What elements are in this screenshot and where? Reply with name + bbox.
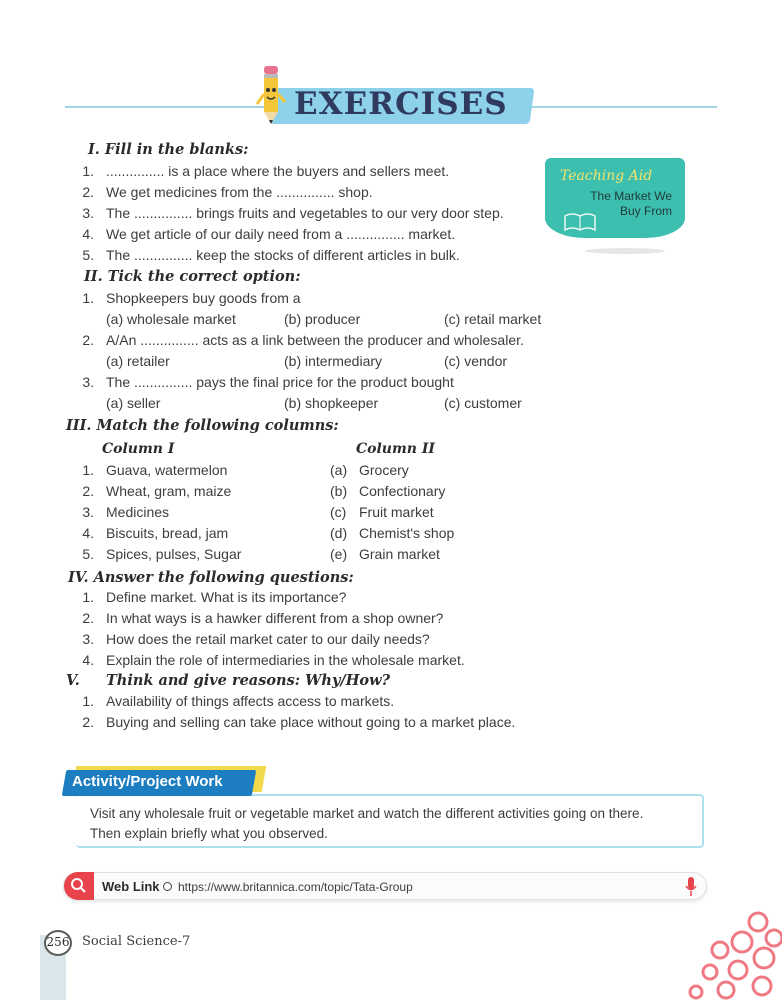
column2-heading: Column II (356, 441, 435, 457)
s5-num-1: 1. (82, 693, 94, 709)
s3-left-3: Medicines (106, 504, 170, 520)
section1-heading: I. Fill in the blanks: (88, 141, 249, 158)
page-number: 256 (46, 935, 70, 949)
s2-q3-option-c[interactable]: (c) customer (444, 395, 522, 411)
page-title: EXERCISES (294, 86, 508, 122)
s2-q3-option-a[interactable]: (a) seller (106, 395, 161, 411)
decorative-rings-icon (680, 900, 782, 1000)
s1-num-2: 2. (82, 184, 94, 200)
column1-heading: Column I (102, 441, 175, 457)
s3-num-5: 5. (82, 546, 94, 562)
activity-line2: Then explain briefly what you observed. (90, 826, 328, 841)
s2-question-1: Shopkeepers buy goods from a (106, 290, 301, 306)
s2-num-3: 3. (82, 374, 94, 390)
s3-key-3: (c) (330, 504, 347, 520)
teaching-aid-line2: Buy From (619, 204, 672, 218)
s4-num-2: 2. (82, 610, 94, 626)
s2-num-2: 2. (82, 332, 94, 348)
teaching-aid-line1: The Market We (590, 189, 672, 203)
s2-question-2: A/An ............... acts as a link between the producer and wholesaler. (106, 332, 524, 348)
s3-num-3: 3. (82, 504, 94, 520)
s2-q1-option-a[interactable]: (a) wholesale market (106, 311, 236, 327)
s3-key-5: (e) (330, 546, 348, 562)
s2-question-3: The ............... pays the final price for the product bought (106, 374, 454, 390)
activity-label: Activity/Project Work (72, 773, 223, 790)
section2-heading: II. Tick the correct option: (84, 268, 301, 285)
s3-num-1: 1. (82, 462, 94, 478)
weblink-search-box[interactable] (64, 872, 94, 900)
book-icon (563, 210, 597, 232)
s3-right-1: Grocery (359, 462, 409, 478)
activity-line1: Visit any wholesale fruit or vegetable market and watch the different activities going on there. (90, 806, 644, 821)
search-icon (64, 872, 94, 900)
s2-q1-option-b[interactable]: (b) producer (284, 311, 361, 327)
s3-num-4: 4. (82, 525, 94, 541)
s3-right-5: Grain market (359, 546, 440, 562)
section3-heading: III. Match the following columns: (66, 417, 339, 434)
teaching-aid-shadow (585, 248, 665, 254)
s4-num-3: 3. (82, 631, 94, 647)
s4-item-4: Explain the role of intermediaries in the wholesale market. (106, 652, 465, 668)
s2-num-1: 1. (82, 290, 94, 306)
activity-text (90, 804, 690, 844)
s2-q2-option-c[interactable]: (c) vendor (444, 353, 508, 369)
s4-num-1: 1. (82, 589, 94, 605)
s3-key-2: (b) (330, 483, 348, 499)
s3-right-3: Fruit market (359, 504, 434, 520)
s1-item-2: We get medicines from the ............... shop. (106, 184, 373, 200)
s2-q3-option-b[interactable]: (b) shopkeeper (284, 395, 379, 411)
s2-q1-option-c[interactable]: (c) retail market (444, 311, 542, 327)
weblink-url[interactable]: https://www.britannica.com/topic/Tata-Group (178, 880, 413, 894)
pencil-mascot-icon (254, 64, 288, 128)
s3-key-1: (a) (330, 462, 348, 478)
s2-q2-option-b[interactable]: (b) intermediary (284, 353, 383, 369)
microphone-icon[interactable] (684, 876, 698, 898)
s3-left-1: Guava, watermelon (106, 462, 228, 478)
section5-heading: Think and give reasons: Why/How? (106, 672, 391, 689)
s1-item-1: ............... is a place where the buyers and sellers meet. (106, 163, 450, 179)
teaching-aid-title: Teaching Aid (560, 168, 653, 184)
s1-item-3: The ............... brings fruits and vegetables to our very door step. (106, 205, 504, 221)
radio-circle-icon (163, 882, 172, 891)
s4-item-3: How does the retail market cater to our daily needs? (106, 631, 430, 647)
s4-item-2: In what ways is a hawker different from a shop owner? (106, 610, 444, 626)
s4-num-4: 4. (82, 652, 94, 668)
section5-roman: V. (66, 672, 80, 689)
s1-item-4: We get article of our daily need from a ............... market. (106, 226, 456, 242)
s1-num-5: 5. (82, 247, 94, 263)
s3-left-2: Wheat, gram, maize (106, 483, 232, 499)
weblink-label: Web Link (102, 879, 160, 894)
s3-num-2: 2. (82, 483, 94, 499)
s3-right-2: Confectionary (359, 483, 446, 499)
s1-num-4: 4. (82, 226, 94, 242)
s4-item-1: Define market. What is its importance? (106, 589, 347, 605)
s1-num-1: 1. (82, 163, 94, 179)
s2-q2-option-a[interactable]: (a) retailer (106, 353, 170, 369)
section4-heading: IV. Answer the following questions: (68, 569, 354, 586)
s1-num-3: 3. (82, 205, 94, 221)
s5-item-1: Availability of things affects access to markets. (106, 693, 395, 709)
s5-item-2: Buying and selling can take place without going to a market place. (106, 714, 516, 730)
s3-right-4: Chemist's shop (359, 525, 455, 541)
s1-item-5: The ............... keep the stocks of different articles in bulk. (106, 247, 460, 263)
s5-num-2: 2. (82, 714, 94, 730)
s3-left-4: Biscuits, bread, jam (106, 525, 229, 541)
s3-key-4: (d) (330, 525, 348, 541)
footer-book-title: Social Science-7 (82, 934, 191, 949)
s3-left-5: Spices, pulses, Sugar (106, 546, 242, 562)
